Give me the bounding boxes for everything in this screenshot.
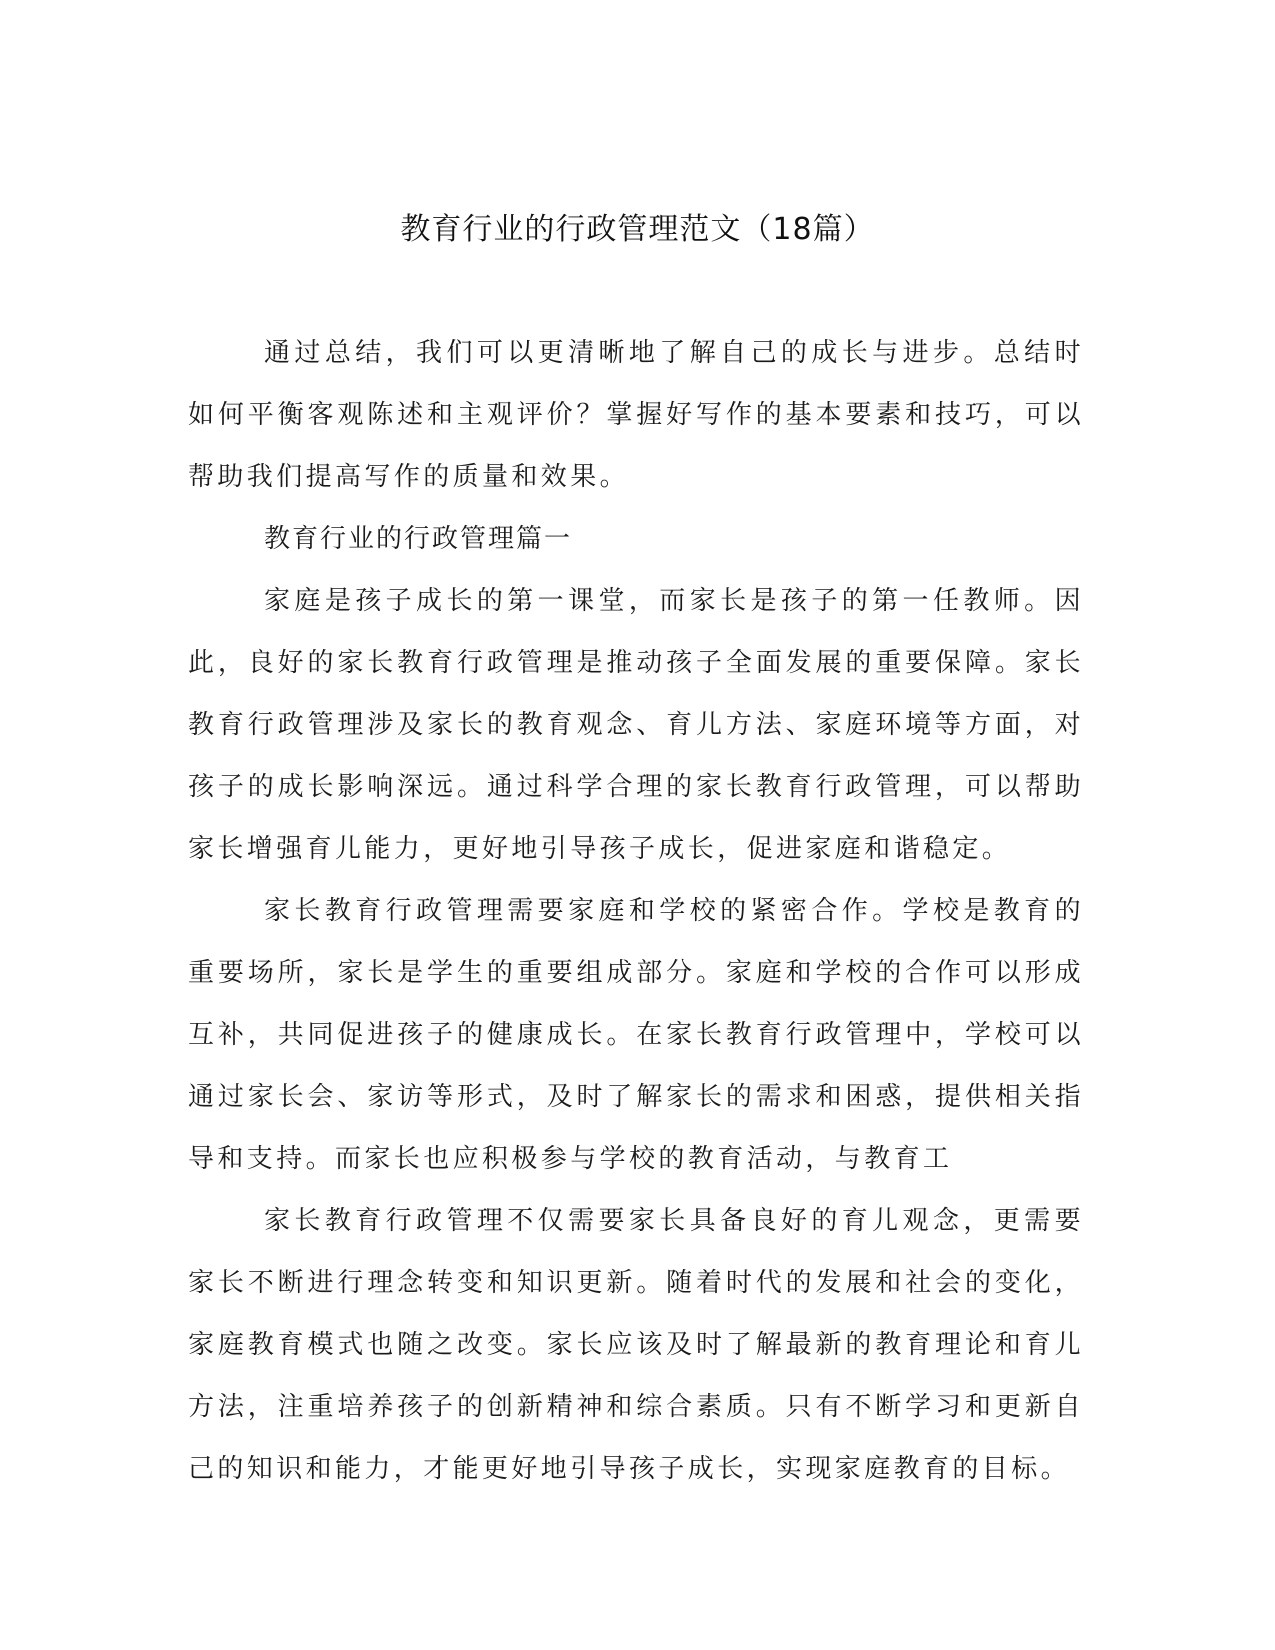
intro-paragraph: 通过总结，我们可以更清晰地了解自己的成长与进步。总结时如何平衡客观陈述和主观评价？掌握好写作的基本要素和技巧，可以帮助我们提高写作的质量和效果。 (188, 338, 1084, 492)
body-paragraph-3: 家长教育行政管理不仅需要家长具备良好的育儿观念，更需要家长不断进行理念转变和知识更新。随着时代的发展和社会的变化，家庭教育模式也随之改变。家长应该及时了解最新的教育理论和育儿方法，注重培养孩子的创新精神和综合素质。只有不断学习和更新自己的知识和能力，才能更好地引导孩子成长，实现家庭教育的目标。 (188, 1206, 1084, 1484)
section-heading: 教育行业的行政管理篇一 (264, 524, 573, 554)
body-paragraph-2: 家长教育行政管理需要家庭和学校的紧密合作。学校是教育的重要场所，家长是学生的重要组成部分。家庭和学校的合作可以形成互补，共同促进孩子的健康成长。在家长教育行政管理中，学校可以通过家长会、家访等形式，及时了解家长的需求和困惑，提供相关指导和支持。而家长也应积极参与学校的教育活动，与教育工 (188, 896, 1084, 1174)
document-body (188, 322, 1084, 1500)
document-title: 教育行业的行政管理范文（18篇） (400, 212, 875, 247)
body-paragraph-1: 家庭是孩子成长的第一课堂，而家长是孩子的第一任教师。因此，良好的家长教育行政管理是推动孩子全面发展的重要保障。家长教育行政管理涉及家长的教育观念、育儿方法、家庭环境等方面，对孩子的成长影响深远。通过科学合理的家长教育行政管理，可以帮助家长增强育儿能力，更好地引导孩子成长，促进家庭和谐稳定。 (188, 586, 1084, 864)
